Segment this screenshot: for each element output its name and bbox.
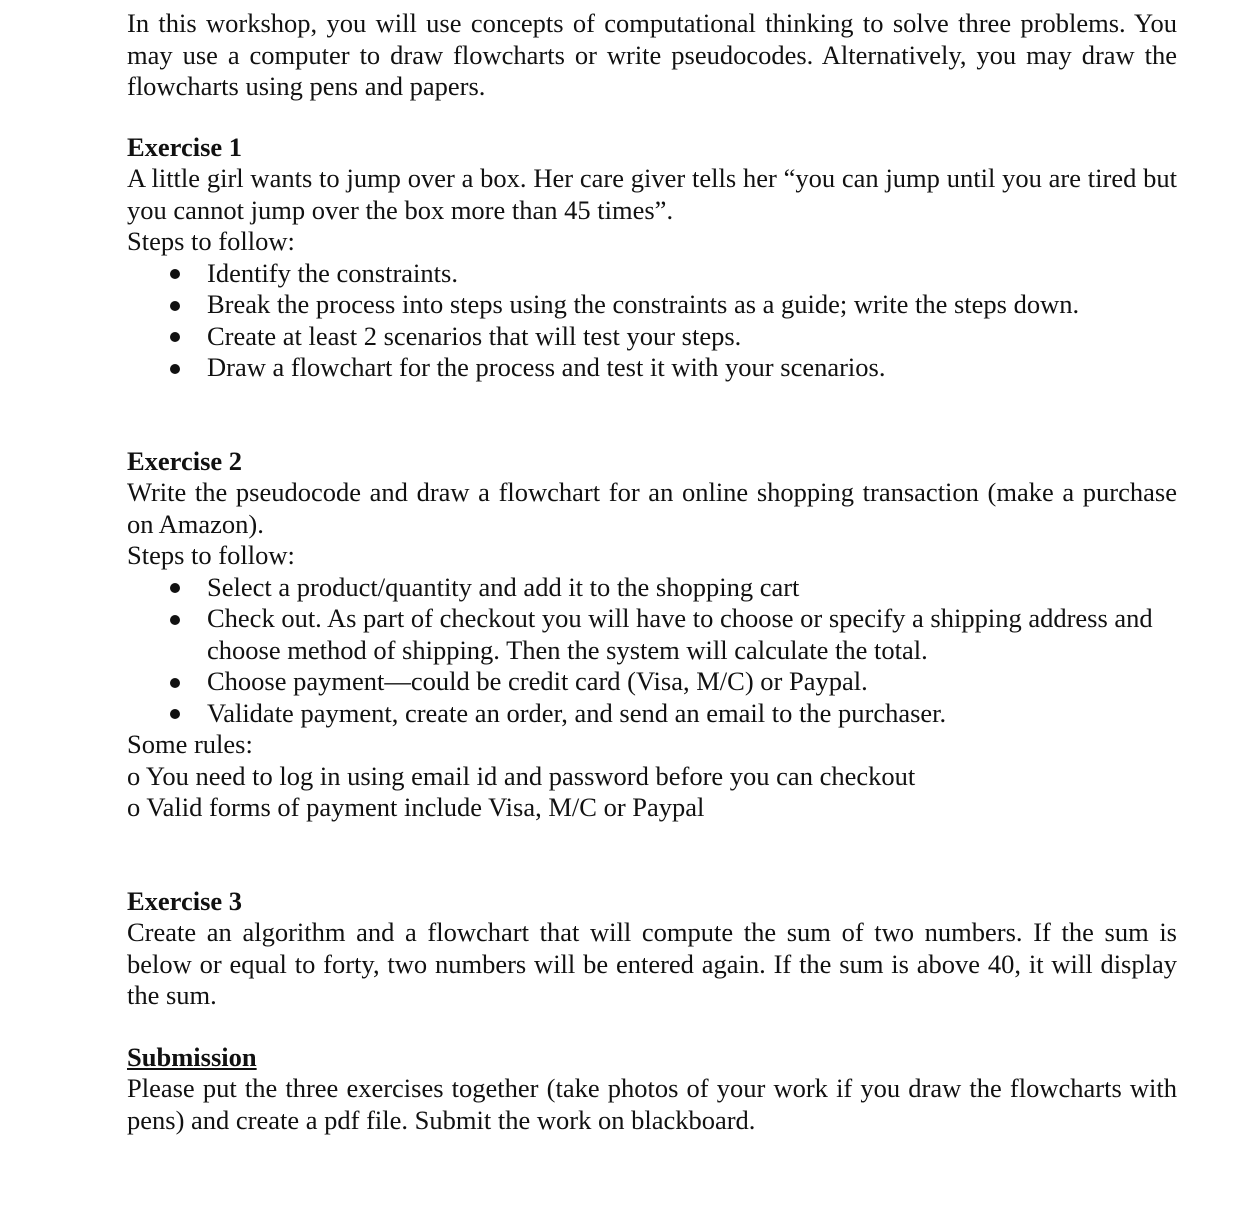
bullet-icon bbox=[170, 583, 180, 593]
exercise-1-description: A little girl wants to jump over a box. Her care giver tells her “you can jump until you are tired but you cannot jump over the box more than 45 times”. bbox=[127, 163, 1177, 225]
rules-label: Some rules: bbox=[127, 729, 253, 759]
list-item bbox=[127, 572, 1177, 604]
exercise-3-description: Create an algorithm and a flowchart that will compute the sum of two numbers. If the sum is below or equal to forty, two numbers will be entered again. If the sum is above 40, it will display the sum. bbox=[127, 917, 1177, 1010]
step-text: Choose payment—could be credit card (Visa, M/C) or Paypal. bbox=[207, 666, 868, 696]
step-text: Create at least 2 scenarios that will test your steps. bbox=[207, 320, 742, 351]
bullet-icon bbox=[170, 615, 180, 625]
exercise-2-rules bbox=[127, 729, 1177, 824]
document-page bbox=[127, 8, 1177, 1136]
spacer bbox=[127, 824, 1177, 886]
exercise-2-description: Write the pseudocode and draw a flowchart for an online shopping transaction (make a purchase on Amazon). bbox=[127, 477, 1177, 539]
exercise-2-heading: Exercise 2 bbox=[127, 445, 243, 476]
exercise-1-section bbox=[127, 132, 1177, 384]
exercise-1-steps-list bbox=[127, 258, 1177, 384]
list-item bbox=[127, 289, 1177, 321]
exercise-3-section bbox=[127, 886, 1177, 1012]
exercise-2-steps-list bbox=[127, 572, 1177, 730]
bullet-icon bbox=[170, 709, 180, 719]
intro-paragraph: In this workshop, you will use concepts of computational thinking to solve three problems. You may use a computer to draw flowcharts or write pseudocodes. Alternatively, you may draw the flowcharts using pens and papers. bbox=[127, 8, 1177, 101]
list-item bbox=[127, 666, 1177, 698]
list-item bbox=[127, 258, 1177, 290]
step-text: Check out. As part of checkout you will have to choose or specify a shipping address and choose method of shipping. Then the system will calculate the total. bbox=[207, 603, 1153, 665]
step-text: Break the process into steps using the constraints as a guide; write the steps down. bbox=[207, 289, 1080, 319]
list-item bbox=[127, 603, 1177, 666]
exercise-3-heading: Exercise 3 bbox=[127, 885, 243, 916]
submission-description: Please put the three exercises together (take photos of your work if you draw the flowcharts with pens) and create a pdf file. Submit the work on blackboard. bbox=[127, 1073, 1177, 1135]
exercise-1-heading: Exercise 1 bbox=[127, 131, 243, 162]
submission-section bbox=[127, 1042, 1177, 1137]
list-item bbox=[127, 352, 1177, 384]
exercise-2-section bbox=[127, 446, 1177, 824]
bullet-icon bbox=[170, 364, 180, 374]
submission-heading: Submission bbox=[127, 1041, 257, 1072]
list-item bbox=[127, 698, 1177, 730]
bullet-icon bbox=[170, 678, 180, 688]
step-text: Select a product/quantity and add it to the shopping cart bbox=[207, 571, 800, 602]
exercise-2-steps-label: Steps to follow: bbox=[127, 540, 295, 570]
bullet-icon bbox=[170, 332, 180, 342]
bullet-icon bbox=[170, 301, 180, 311]
spacer bbox=[127, 384, 1177, 446]
bullet-icon bbox=[170, 269, 180, 279]
step-text: Draw a flowchart for the process and test it with your scenarios. bbox=[207, 352, 886, 382]
list-item bbox=[127, 321, 1177, 353]
rule-item: o You need to log in using email id and password before you can checkout bbox=[127, 760, 916, 791]
rule-item: o Valid forms of payment include Visa, M/C or Paypal bbox=[127, 792, 705, 822]
spacer bbox=[127, 1012, 1177, 1042]
step-text: Identify the constraints. bbox=[207, 257, 458, 288]
step-text: Validate payment, create an order, and send an email to the purchaser. bbox=[207, 697, 947, 728]
exercise-1-steps-label: Steps to follow: bbox=[127, 226, 295, 256]
